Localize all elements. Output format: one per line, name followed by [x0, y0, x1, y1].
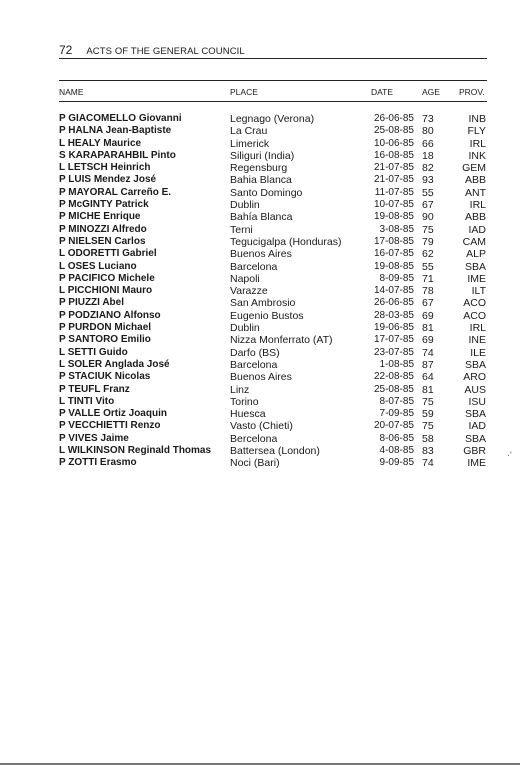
- cell-age: 87: [422, 358, 434, 371]
- table-row: [59, 113, 487, 125]
- cell-place: La Crau: [230, 125, 268, 138]
- table-header: [59, 87, 487, 99]
- cell-place: Varazze: [230, 285, 268, 298]
- cell-prov: INK: [468, 149, 486, 162]
- cell-name: P PODZIANO Alfonso: [59, 309, 161, 321]
- table-row: [59, 125, 487, 137]
- cell-date: 26-06-85: [373, 113, 414, 124]
- table-top-rule: [59, 80, 487, 81]
- cell-place: Vasto (Chieti): [230, 420, 293, 433]
- cell-place: Noci (Bari): [230, 457, 280, 470]
- cell-name: L WILKINSON Reginald Thomas: [59, 445, 212, 457]
- cell-name: P ZOTTI Erasmo: [59, 457, 137, 469]
- cell-date: 23-07-85: [373, 346, 414, 358]
- cell-prov: SBA: [464, 260, 486, 273]
- cell-age: 74: [422, 346, 434, 359]
- cell-date: 19-08-85: [373, 260, 414, 272]
- cell-name: P TEUFL Franz: [59, 383, 130, 395]
- cell-place: Barcelona: [230, 260, 278, 273]
- table-row: [59, 285, 487, 297]
- cell-date: 8-07-85: [379, 395, 414, 407]
- cell-prov: ISU: [468, 395, 486, 408]
- table-row: [59, 138, 487, 150]
- cell-date: 21-07-85: [373, 162, 414, 174]
- cell-date: 17-08-85: [373, 235, 414, 247]
- table-row: [59, 408, 487, 420]
- cell-prov: ILE: [470, 346, 486, 359]
- cell-date: 21-07-85: [373, 174, 414, 186]
- table-row: [59, 359, 487, 371]
- cell-date: 10-07-85: [373, 199, 414, 211]
- cell-date: 11-07-85: [374, 186, 414, 198]
- cell-name: P LUIS Mendez José: [59, 174, 157, 186]
- cell-place: Terni: [230, 223, 253, 236]
- cell-name: P PIUZZI Abel: [59, 297, 125, 309]
- table-row: [59, 334, 487, 346]
- cell-date: 19-06-85: [373, 322, 414, 334]
- cell-prov: IRL: [469, 199, 486, 212]
- cell-name: P PURDON Michael: [59, 322, 152, 334]
- cell-prov: INE: [468, 334, 486, 347]
- cell-prov: IAD: [468, 223, 486, 236]
- cell-date: 8-09-85: [379, 272, 414, 284]
- cell-prov: AUS: [464, 383, 486, 396]
- cell-date: 8-06-85: [379, 432, 414, 444]
- cell-name: L SETTI Guido: [59, 346, 128, 358]
- cell-date: 1-08-85: [379, 358, 414, 370]
- cell-age: 79: [422, 235, 434, 248]
- cell-name: P HALNA Jean-Baptiste: [59, 125, 172, 137]
- cell-date: 20-07-85: [373, 420, 414, 432]
- cell-prov: GBR: [463, 445, 486, 458]
- cell-name: L OSES Luciano: [59, 260, 137, 272]
- table-row: [59, 297, 487, 309]
- table-row: [59, 224, 487, 236]
- table-row: [59, 187, 487, 199]
- cell-prov: ALP: [466, 248, 486, 261]
- cell-name: L SOLER Anglada José: [59, 358, 170, 370]
- table-row: [59, 396, 487, 408]
- cell-name: L TINTI Vito: [59, 395, 115, 407]
- cell-age: 69: [422, 309, 434, 322]
- running-title: ACTS OF THE GENERAL COUNCIL: [86, 46, 245, 57]
- cell-date: 16-08-85: [373, 149, 414, 161]
- cell-prov: IRL: [469, 137, 486, 150]
- cell-date: 9-09-85: [379, 457, 414, 469]
- cell-name: P VECCHIETTI Renzo: [59, 420, 161, 432]
- cell-age: 80: [422, 125, 434, 138]
- cell-age: 71: [422, 272, 434, 285]
- table-row: [59, 150, 487, 162]
- cell-prov: IME: [467, 272, 486, 285]
- column-header-age: AGE: [422, 87, 440, 97]
- cell-age: 67: [422, 199, 434, 212]
- cell-prov: ARO: [463, 371, 486, 384]
- cell-date: 14-07-85: [373, 285, 414, 297]
- cell-place: Torino: [230, 395, 259, 408]
- cell-age: 75: [422, 420, 434, 433]
- page-number: 72: [59, 43, 73, 57]
- cell-place: Tegucigalpa (Honduras): [230, 235, 342, 248]
- cell-age: 81: [422, 383, 434, 396]
- column-header-date: DATE: [371, 87, 394, 97]
- cell-place: Siliguri (India): [230, 149, 295, 162]
- cell-place: Buenos Aires: [230, 371, 292, 384]
- cell-name: P VIVES Jaime: [59, 432, 129, 444]
- header-rule: [59, 58, 487, 59]
- cell-prov: ABB: [464, 211, 486, 224]
- cell-place: Bercelona: [230, 432, 278, 445]
- column-header-place: PLACE: [230, 87, 258, 97]
- cell-date: 25-08-85: [373, 125, 414, 137]
- cell-name: L LETSCH Heinrich: [59, 162, 151, 174]
- cell-date: 3-08-85: [379, 223, 414, 235]
- cell-age: 62: [422, 248, 434, 261]
- cell-date: 10-06-85: [373, 137, 414, 149]
- cell-age: 82: [422, 162, 434, 175]
- cell-date: 19-08-85: [373, 211, 414, 223]
- cell-age: 75: [422, 395, 434, 408]
- cell-name: P PACIFICO Michele: [59, 272, 155, 284]
- cell-place: Regensburg: [230, 162, 288, 175]
- cell-age: 90: [422, 211, 434, 224]
- page-header: [59, 43, 245, 57]
- cell-place: Legnago (Verona): [230, 113, 315, 125]
- cell-date: 22-08-85: [373, 371, 414, 383]
- cell-name: L PICCHIONI Mauro: [59, 285, 153, 297]
- cell-prov: FLY: [467, 125, 486, 138]
- cell-prov: GEM: [462, 162, 486, 175]
- cell-age: 78: [422, 285, 434, 298]
- table-row: [59, 457, 487, 469]
- cell-place: Bahía Blanca: [230, 211, 293, 224]
- table-row: [59, 371, 487, 383]
- cell-date: 16-07-85: [373, 248, 414, 260]
- cell-age: 66: [422, 137, 434, 150]
- cell-place: Barcelona: [230, 358, 278, 371]
- column-header-prov: PROV.: [459, 87, 485, 97]
- cell-prov: SBA: [464, 408, 486, 421]
- cell-age: 59: [422, 408, 434, 421]
- cell-name: P VALLE Ortiz Joaquin: [59, 408, 167, 420]
- cell-name: L HEALY Maurice: [59, 137, 142, 149]
- table-row: [59, 162, 487, 174]
- cell-name: P NIELSEN Carlos: [59, 235, 146, 247]
- cell-place: Napoli: [230, 272, 260, 285]
- table-row: [59, 433, 487, 445]
- cell-prov: IRL: [469, 322, 486, 335]
- cell-place: Battersea (London): [230, 445, 320, 458]
- cell-date: 26-06-85: [373, 297, 414, 309]
- cell-place: Dublin: [230, 322, 260, 335]
- cell-age: 64: [422, 371, 434, 384]
- cell-name: L ODORETTI Gabriel: [59, 248, 157, 260]
- cell-place: Huesca: [230, 408, 266, 421]
- cell-age: 75: [422, 223, 434, 236]
- table-row: [59, 420, 487, 432]
- table-row: [59, 384, 487, 396]
- cell-name: P MAYORAL Carreño E.: [59, 186, 172, 198]
- table-row: [59, 236, 487, 248]
- cell-prov: IME: [467, 457, 486, 470]
- cell-age: 67: [422, 297, 434, 310]
- cell-name: P MINOZZI Alfredo: [59, 223, 147, 235]
- cell-date: 17-07-85: [373, 334, 414, 346]
- cell-date: 28-03-85: [373, 309, 414, 321]
- cell-age: 81: [422, 322, 434, 335]
- cell-age: 18: [422, 149, 434, 162]
- table-row: [59, 261, 487, 273]
- cell-place: San Ambrosio: [230, 297, 296, 310]
- table-header-rule: [59, 101, 487, 102]
- stray-mark: ·': [507, 450, 512, 460]
- cell-place: Nizza Monferrato (AT): [230, 334, 333, 347]
- cell-prov: ACO: [463, 309, 486, 322]
- cell-age: 83: [422, 445, 434, 458]
- cell-age: 69: [422, 334, 434, 347]
- cell-name: P GIACOMELLO Giovanni: [59, 113, 182, 124]
- cell-place: Bahia Blanca: [230, 174, 292, 187]
- cell-prov: SBA: [464, 358, 486, 371]
- cell-age: 55: [422, 260, 434, 273]
- cell-date: 25-08-85: [373, 383, 414, 395]
- cell-prov: CAM: [462, 235, 486, 248]
- cell-place: Santo Domingo: [230, 186, 303, 199]
- table-row: [59, 174, 487, 186]
- cell-age: 74: [422, 457, 434, 470]
- cell-name: P SANTORO Emilio: [59, 334, 151, 346]
- cell-age: 58: [422, 432, 434, 445]
- cell-place: Dublin: [230, 199, 260, 212]
- table-row: [59, 211, 487, 223]
- cell-age: 93: [422, 174, 434, 187]
- table-row: [59, 445, 487, 457]
- cell-prov: SBA: [464, 432, 486, 445]
- cell-place: Darfo (BS): [230, 346, 280, 359]
- cell-prov: ABB: [464, 174, 486, 187]
- cell-prov: INB: [468, 113, 486, 125]
- table-row: [59, 273, 487, 285]
- cell-name: P MICHE Enrique: [59, 211, 141, 223]
- table-row: [59, 310, 487, 322]
- column-header-name: NAME: [59, 87, 84, 97]
- cell-prov: ACO: [463, 297, 486, 310]
- cell-place: Eugenio Bustos: [230, 309, 304, 322]
- table-body: [59, 113, 487, 470]
- table-row: [59, 347, 487, 359]
- cell-prov: ILT: [471, 285, 486, 298]
- cell-prov: ANT: [465, 186, 486, 199]
- cell-place: Limerick: [230, 137, 270, 150]
- cell-place: Buenos Aires: [230, 248, 292, 261]
- cell-name: P McGINTY Patrick: [59, 199, 149, 211]
- cell-date: 7-09-85: [379, 408, 414, 420]
- table-row: [59, 248, 487, 260]
- cell-date: 4-08-85: [379, 445, 414, 457]
- table-row: [59, 199, 487, 211]
- cell-name: S KARAPARAHBIL Pinto: [59, 149, 176, 161]
- cell-age: 73: [422, 113, 434, 125]
- cell-prov: IAD: [468, 420, 486, 433]
- cell-age: 55: [422, 186, 434, 199]
- table-row: [59, 322, 487, 334]
- cell-name: P STACIUK Nicolas: [59, 371, 151, 383]
- cell-place: Linz: [230, 383, 250, 396]
